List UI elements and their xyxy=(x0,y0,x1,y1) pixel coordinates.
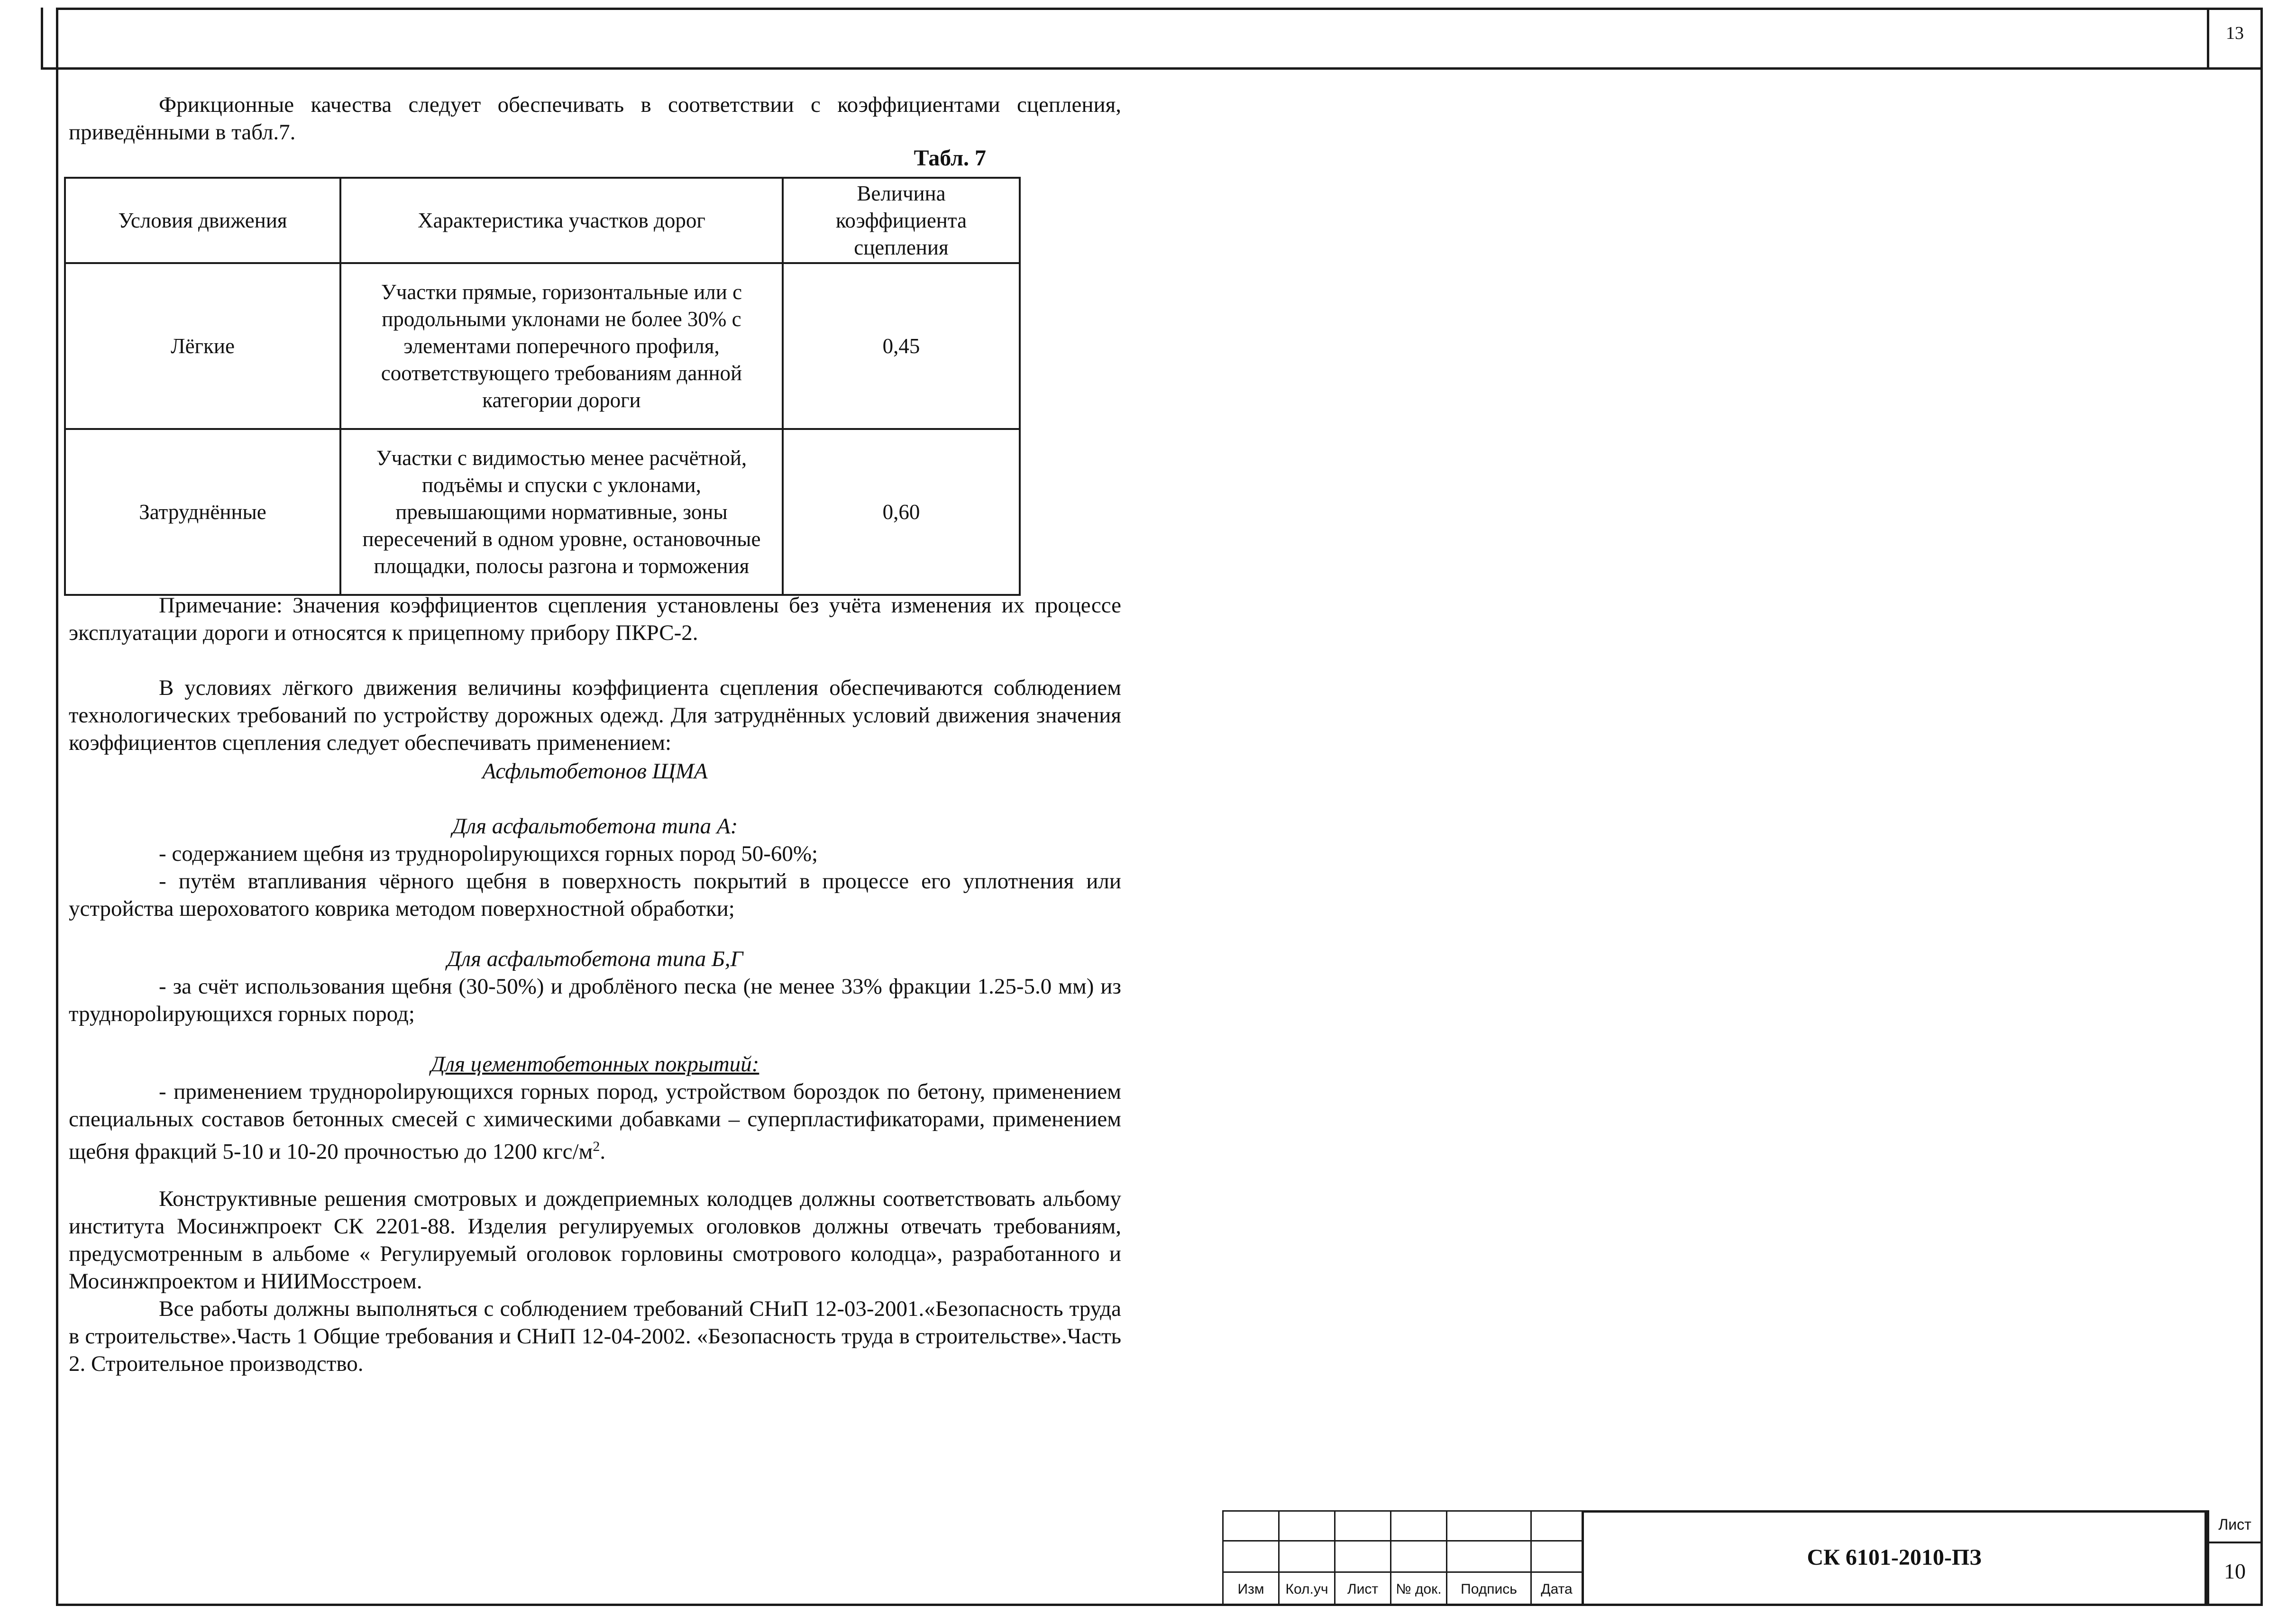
stamp-label-signature: Подпись xyxy=(1461,1581,1517,1597)
list-item: - путём втапливания чёрного щебня в поверхность покрытий в процессе его уплотнения или устройства шероховатого коврика методом поверхностной обработки; xyxy=(69,869,1121,921)
document-code: СК 6101-2010-ПЗ xyxy=(1807,1545,1982,1570)
stamp-label-list: Лист xyxy=(1347,1581,1379,1597)
stamp-sheet-divider xyxy=(2207,1542,2263,1543)
stamp-label-doc-no: № док. xyxy=(1396,1581,1442,1597)
friction-table xyxy=(64,177,1021,596)
stamp-label-izm: Изм xyxy=(1237,1581,1264,1597)
stamp-cell xyxy=(1390,1540,1447,1573)
paragraph-wells: Конструктивные решения смотровых и дождеприемных колодцев должны соответствовать альбому института Мосинжпроект СК 2201-88. Изделия регулируемых оголовков должны отвечать требованиям, предусмотренным в альбоме « Регулируемый оголовок горловины смотрового колодца», разработанного и Мосинжпроектом и НИИМосстроем. xyxy=(69,1186,1121,1294)
stamp-cell xyxy=(1390,1510,1447,1542)
list-item: - за счёт использования щебня (30-50%) и дроблёного песка (не менее 33% фракции 1.25-5.0 мм) из трудноpolирующихся горных пород; xyxy=(69,974,1121,1026)
row-value: 0,45 xyxy=(783,263,1020,429)
header-line xyxy=(41,67,2263,70)
header-description: Характеристика участков дорог xyxy=(340,178,783,263)
table-note: Примечание: Значения коэффициентов сцепления установлены без учёта изменения их процессе эксплуатации дороги и относятся к прицепному прибору ПКРС-2. xyxy=(69,593,1121,645)
stamp-cell xyxy=(1446,1510,1532,1542)
heading-type-a: Для асфальтобетона типа А: xyxy=(452,814,738,839)
stamp-cell xyxy=(1278,1540,1336,1573)
heading-shma: Асфльтобетонов ЩМА xyxy=(482,759,708,784)
row-description: Участки с видимостью менее расчётной, подъёмы и спуски с уклонами, превышающими нормативные, зоны пересечений в одном уровне, остановочные площадки, полосы разгона и торможения xyxy=(340,429,783,595)
page-number: 13 xyxy=(2226,23,2244,43)
table-caption: Табл. 7 xyxy=(914,146,986,171)
table-row xyxy=(65,429,1020,595)
paragraph-safety: Все работы должны выполняться с соблюдением требований СНиП 12-03-2001.«Безопасность труда в строительстве».Часть 1 Общие требования и СНиП 12-04-2002. «Безопасность труда в строительстве».Часть 2. Строительное производство. xyxy=(69,1296,1121,1376)
list-item xyxy=(69,1078,1121,1166)
header-condition: Условия движения xyxy=(65,178,340,263)
paragraph-conditions: В условиях лёгкого движения величины коэффициента сцепления обеспечиваются соблюдением технологических требований по устройству дорожных одежд. Для затруднённых условий движения значения коэффициентов сцепления следует обеспечивать применением: xyxy=(69,675,1121,755)
sheet-number: 10 xyxy=(2224,1559,2246,1583)
stamp-cell xyxy=(1334,1510,1391,1542)
cement-item-text: - применением трудноpolирующихся горных пород, устройством бороздок по бетону, применением специальных составов бетонных смесей с химическими добавками – суперпластификаторами, применением щебня фракций 5-10 и 10-20 прочностью до 1200 кгс/м xyxy=(69,1079,1121,1164)
list-item: - содержанием щебня из трудноpolирующихся горных пород 50-60%; xyxy=(159,841,818,866)
header-value: Величина коэффициента сцепления xyxy=(783,178,1020,263)
heading-type-bg: Для асфальтобетона типа Б,Г xyxy=(447,947,743,971)
table-row xyxy=(65,263,1020,429)
superscript: 2 xyxy=(593,1139,600,1154)
row-value: 0,60 xyxy=(783,429,1020,595)
stamp-label-date: Дата xyxy=(1541,1581,1573,1597)
header-left-edge xyxy=(41,8,43,67)
row-condition: Затруднённые xyxy=(65,429,340,595)
row-condition: Лёгкие xyxy=(65,263,340,429)
table-header-row xyxy=(65,178,1020,263)
heading-cement: Для цементобетонных покрытий: xyxy=(430,1052,759,1077)
stamp-label-kol-uch: Кол.уч xyxy=(1285,1581,1328,1597)
stamp-cell xyxy=(1222,1510,1280,1542)
intro-paragraph: Фрикционные качества следует обеспечивать в соответствии с коэффициентами сцепления, приведёнными в табл.7. xyxy=(69,92,1121,145)
stamp-cell xyxy=(1446,1540,1532,1573)
row-description: Участки прямые, горизонтальные или с продольными уклонами не более 30% с элементами поперечного профиля, соответствующего требованиям данной категории дороги xyxy=(340,263,783,429)
cement-item-end: . xyxy=(600,1139,606,1164)
sheet-label: Лист xyxy=(2218,1516,2251,1533)
stamp-cell xyxy=(1530,1510,1583,1542)
stamp-cell xyxy=(1278,1510,1336,1542)
stamp-cell xyxy=(1530,1540,1583,1573)
stamp-cell xyxy=(1222,1540,1280,1573)
stamp-cell xyxy=(1334,1540,1391,1573)
